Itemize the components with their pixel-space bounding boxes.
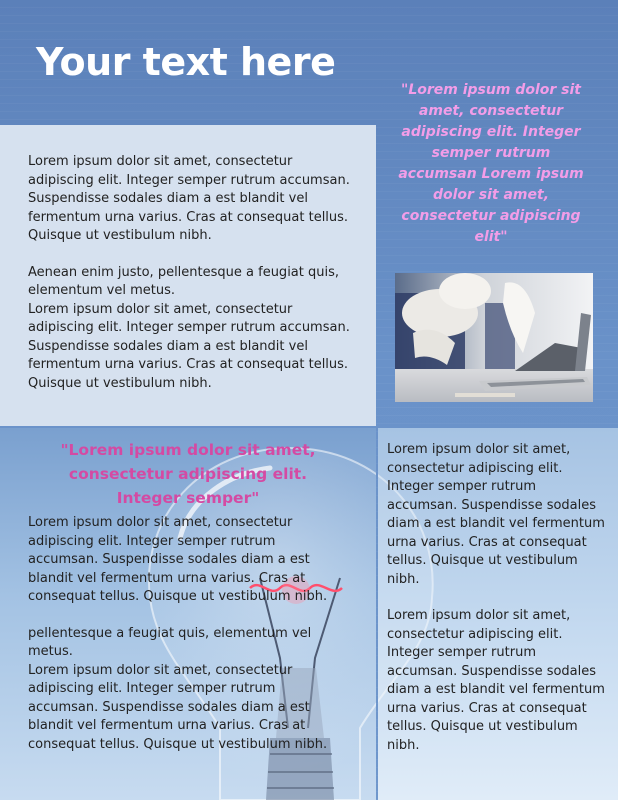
intro-text [28,153,364,393]
lower-right-paragraph-1: Lorem ipsum dolor sit amet, consectetur adipiscing elit. Integer semper rutrum accumsan. Suspendisse sodales diam a est blandit vel fermentum urna varius. Cras at consequat tellus. Quisque ut vestibulum nibh. [387,442,605,587]
intro-paragraph-1: Lorem ipsum dolor sit amet, consectetur adipiscing elit. Integer semper rutrum accumsan. Suspendisse sodales diam a est blandit vel fermentum urna varius. Cras at consequat tellus. Quisque ut vestibulum nibh. [28,154,350,243]
pull-quote-middle: "Lorem ipsum dolor sit amet, consectetur adipiscing elit. Integer semper" [60,441,316,507]
page-title: Your text here [36,40,336,84]
lower-right-text [387,441,613,755]
laptop-photo [395,273,593,402]
pull-quote-top: "Lorem ipsum dolor sit amet, consectetur adipiscing elit. Integer semper rutrum accumsan Lorem ipsum dolor sit amet, consectetur adipiscing elit" [398,82,584,245]
intro-panel [0,125,376,426]
lower-left-section [0,428,376,800]
lower-right-paragraph-2: Lorem ipsum dolor sit amet, consectetur adipiscing elit. Integer semper rutrum accumsan. Suspendisse sodales diam a est blandit vel fermentum urna varius. Cras at consequat tellus. Quisque ut vestibulum nibh. [387,608,605,753]
lower-left-paragraph-2: pellentesque a feugiat quis, elementum vel metus. Lorem ipsum dolor sit amet, consectetur adipiscing elit. Integer semper rutrum accumsan. Suspendisse sodales diam a est blandit vel fermentum urna varius. Cras at consequat tellus. Quisque ut vestibulum nibh. [28,625,328,752]
lower-right-section [378,428,618,800]
lower-left-text [28,514,366,754]
laptop-photo-art [395,273,593,402]
intro-paragraph-2: Aenean enim justo, pellentesque a feugiat quis, elementum vel metus. Lorem ipsum dolor sit amet, consectetur adipiscing elit. Integer semper rutrum accumsan. Suspendisse sodales diam a est blandit vel fermentum urna varius. Cras at consequat tellus. Quisque ut vestibulum nibh. [28,264,350,391]
lower-left-paragraph-1: Lorem ipsum dolor sit amet, consectetur adipiscing elit. Integer semper rutrum accumsan. Suspendisse sodales diam a est blandit vel fermentum urna varius. Cras at consequat tellus. Quisque ut vestibulum nibh. [28,515,328,604]
